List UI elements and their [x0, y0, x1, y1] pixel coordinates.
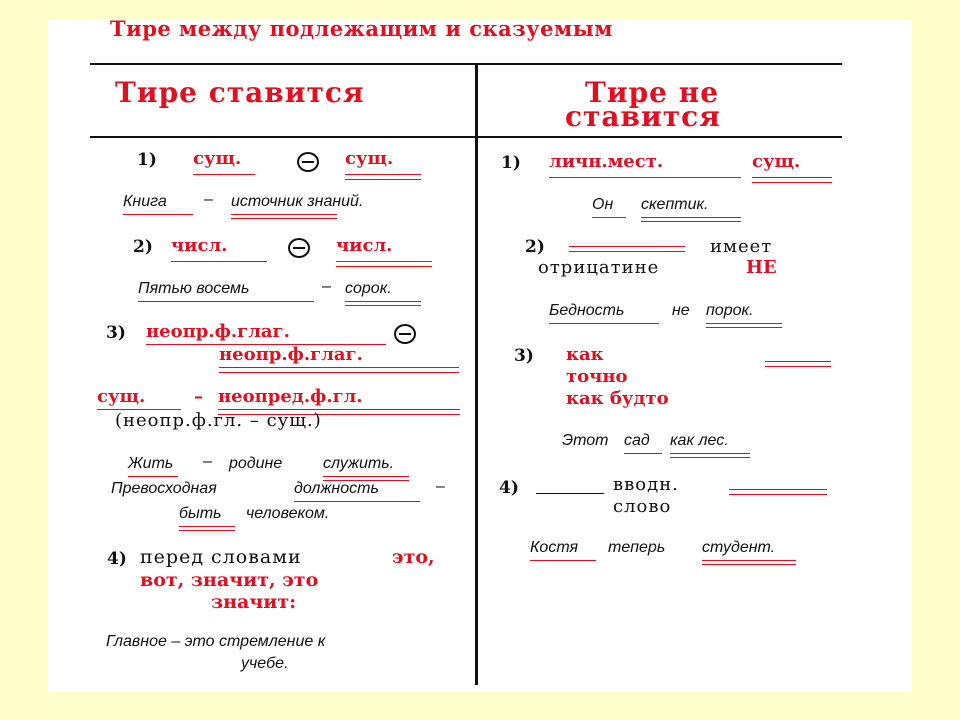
column-divider [475, 63, 478, 685]
right-rule4-text: вводн. [613, 474, 679, 495]
underline-single [123, 214, 193, 215]
right-rule3-example-predicate: как лес. [670, 432, 729, 449]
underline-double-1 [641, 217, 741, 218]
underline-single [592, 217, 626, 218]
left-rule2-number: 2) [133, 237, 153, 257]
left-rule2-example-subject: Пятью восемь [138, 280, 250, 297]
left-rule4-words: вот, значит, это [140, 569, 319, 591]
right-rule3-example-subject: сад [624, 432, 650, 449]
underline-single [138, 301, 314, 302]
right-rule1-example-predicate: скептик. [641, 196, 709, 213]
right-rule3-number: 3) [514, 346, 534, 366]
underline-double-1 [706, 323, 782, 324]
left-rule1-example-subject: Книга [123, 193, 167, 210]
placeholder-underline [536, 493, 604, 494]
underline-double-1 [345, 301, 421, 302]
underline-double-1 [345, 174, 421, 175]
right-rule2-text2: отрицатине [538, 257, 660, 278]
underline-double-2 [702, 564, 796, 565]
underline-single [294, 501, 420, 502]
page-title: Тире между подлежащим и сказуемым [110, 16, 614, 41]
underline-single [171, 261, 267, 262]
right-rule1-number: 1) [501, 153, 521, 173]
right-column-heading-line2: ставится [565, 100, 721, 133]
underline-single [530, 560, 596, 561]
right-rule2-example-predicate: порок. [706, 302, 754, 319]
title-divider [90, 63, 842, 65]
underline-single [624, 453, 662, 454]
right-rule4-text2: слово [613, 496, 672, 517]
left-rule1-example-predicate: источник знаний. [231, 193, 364, 210]
underline-double-1 [702, 560, 796, 561]
left-rule4-word-eto: это, [392, 546, 435, 568]
dash-circle-icon [297, 152, 319, 172]
left-rule3-reverse-note: (неопр.ф.гл. – сущ.) [115, 410, 322, 431]
right-rule4-example-middle: теперь [608, 539, 666, 556]
left-rule3-term-a: неопр.ф.глаг. [146, 321, 290, 342]
underline-double-2 [752, 182, 832, 183]
left-rule4-example-line2: учебе. [241, 655, 289, 672]
left-rule3-example2-subject: должность [294, 480, 379, 497]
right-column-heading-line1: Тире не [585, 76, 720, 109]
left-rule3-alt-term-a: сущ. [97, 386, 146, 407]
underline-double-2 [219, 372, 459, 373]
underline-double-2 [670, 457, 750, 458]
left-column-heading: Тире ставится [115, 76, 365, 109]
underline-double-1 [752, 177, 832, 178]
right-rule2-word-ne: НЕ [746, 257, 777, 278]
underline-single [549, 323, 659, 324]
left-rule1-term-a: сущ. [193, 148, 242, 169]
left-rule1-term-b: сущ. [345, 148, 394, 169]
right-rule4-number: 4) [499, 478, 519, 498]
left-rule3-example2-dash: – [436, 478, 445, 495]
underline-single [549, 177, 741, 178]
underline-double-2 [641, 221, 741, 222]
underline-double-2 [345, 179, 421, 180]
underline-double-2 [231, 218, 337, 219]
left-rule3-term-b: неопр.ф.глаг. [219, 344, 363, 365]
left-rule2-term-b: числ. [336, 235, 393, 256]
left-rule3-example3-end: человеком. [246, 505, 330, 522]
right-rule1-term-a: личн.мест. [549, 151, 664, 172]
right-rule3-word2: точно [566, 366, 628, 387]
left-rule1-number: 1) [137, 150, 157, 170]
left-rule3-example1-subject: Жить [128, 455, 174, 472]
left-rule3-number: 3) [106, 323, 126, 343]
underline-double-1 [231, 214, 337, 215]
left-rule3-example1-predicate: служить. [323, 455, 395, 472]
right-rule3-word3: как будто [566, 388, 669, 409]
underline-single [128, 476, 178, 477]
underline-single [193, 174, 255, 175]
left-rule4-number: 4) [107, 549, 127, 569]
left-rule3-example2-start: Превосходная [111, 480, 217, 497]
right-rule2-example-particle: не [672, 302, 690, 319]
underline-double-1 [336, 261, 432, 262]
placeholder-underline-1 [765, 361, 831, 362]
left-rule2-term-a: числ. [171, 235, 228, 256]
placeholder-underline-2 [729, 494, 827, 495]
left-rule2-example-predicate: сорок. [345, 280, 392, 297]
left-rule3-example1-middle: родине [229, 455, 283, 472]
left-rule4-example-line1: Главное – это стремление к [106, 633, 326, 650]
underline-double-2 [179, 530, 235, 531]
right-rule1-term-b: сущ. [752, 151, 801, 172]
underline-double-2 [706, 327, 782, 328]
left-rule3-alt-dash: – [194, 386, 203, 407]
placeholder-underline-1 [569, 246, 685, 247]
right-rule4-example-predicate: студент. [702, 539, 776, 556]
underline-double-1 [219, 367, 459, 368]
underline-double-1 [323, 476, 409, 477]
left-rule3-example3-predicate: быть [179, 505, 222, 522]
underline-double-2 [345, 305, 421, 306]
left-rule3-example1-dash: – [203, 453, 212, 470]
placeholder-underline-2 [569, 251, 685, 252]
left-rule2-example-dash: – [322, 278, 331, 295]
underline-single [146, 344, 386, 345]
right-rule3-word1: как [566, 344, 604, 365]
right-rule4-example-subject: Костя [530, 539, 579, 556]
right-rule2-number: 2) [525, 237, 545, 257]
underline-double-1 [670, 453, 750, 454]
document-sheet [48, 20, 912, 692]
placeholder-underline-2 [765, 366, 831, 367]
left-rule3-alt-term-b: неопред.ф.гл. [218, 386, 363, 407]
right-rule2-example-subject: Бедность [549, 302, 625, 319]
left-rule4-text: перед словами [140, 546, 302, 568]
right-rule1-example-subject: Он [592, 196, 614, 213]
header-divider [90, 136, 842, 138]
left-rule1-example-dash: – [204, 191, 213, 208]
placeholder-underline-1 [729, 489, 827, 490]
dash-circle-icon [288, 238, 310, 258]
dash-circle-icon [394, 324, 416, 344]
right-rule2-text: имеет [710, 236, 773, 257]
underline-double-2 [336, 266, 432, 267]
right-rule3-example-start: Этот [562, 432, 609, 449]
left-rule4-word-znachit: значит: [211, 591, 297, 613]
underline-double-1 [179, 526, 235, 527]
